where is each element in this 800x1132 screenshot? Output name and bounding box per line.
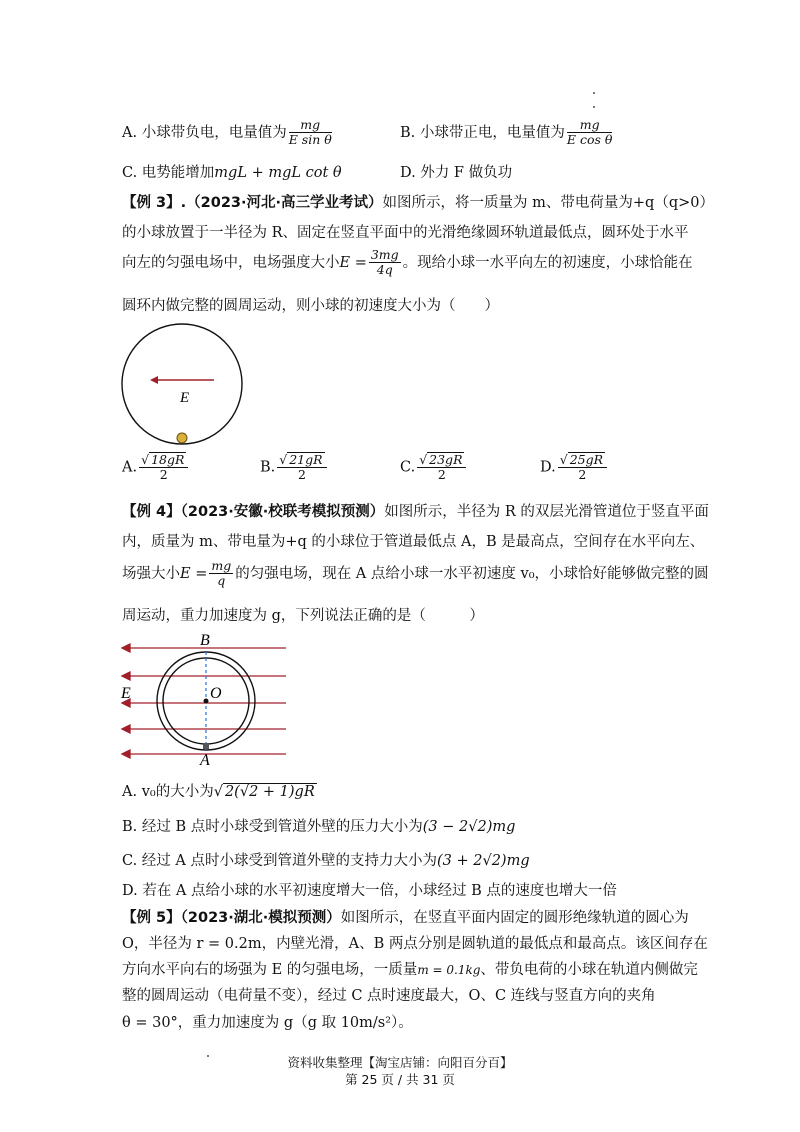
ex5-line4: 整的圆周运动（电荷量不变），经过 C 点时速度最大，O、C 连线与竖直方向的夹角 xyxy=(122,988,656,1004)
prev-option-a: A. 小球带负电，电量值为 $\frac{mg}{\text{E sin θ}}$ xyxy=(122,117,332,148)
ex5-line2: O，半径为 r = 0.2m，内壁光滑，A、B 两点分别是圆轨道的最低点和最高点。该区间存在 xyxy=(122,936,708,952)
footer-page-number: 第 25 页 / 共 31 页 xyxy=(345,1072,455,1087)
prev-option-d: D. 外力 F 做负功 xyxy=(400,165,513,181)
ex3-line1: 【例 3】.（2023·河北·高三学业考试）如图所示，将一质量为 m、带电荷量为+q（q>0） xyxy=(122,195,714,211)
stray-dot xyxy=(593,106,595,108)
ex4-figure xyxy=(118,628,288,768)
ex3-line4: 圆环内做完整的圆周运动，则小球的初速度大小为（ ） xyxy=(122,298,499,314)
ex4-line4: 周运动，重力加速度为 g，下列说法正确的是（ ） xyxy=(122,608,484,624)
stray-dot xyxy=(593,92,595,94)
ball-icon xyxy=(177,433,187,443)
prev-option-c: C. 电势能增加mgL + mgL cot θ xyxy=(122,165,342,181)
ball-icon xyxy=(203,743,209,749)
ex4-option-c: C. 经过 A 点时小球受到管道外壁的支持力大小为(3 + 2√2)mg xyxy=(122,853,530,869)
ex3-line3: 向左的匀强电场中，电场强度大小E = $\frac{3mg}{4q}$ 。现给小球一水平向左的初速度，小球恰能在 xyxy=(122,247,693,278)
field-label: E xyxy=(180,390,190,406)
center-dot-icon xyxy=(204,699,209,704)
ex4-line2: 内，质量为 m、带电量为+q 的小球位于管道最低点 A，B 是最高点，空间存在水平向左、 xyxy=(122,534,705,550)
label-b: B xyxy=(200,632,210,649)
label-e: E xyxy=(121,685,131,702)
ex5-line3: 方向水平向右的场强为 E 的匀强电场，一质量m = 0.1kg、带负电荷的小球在轨道内侧做完 xyxy=(122,962,698,978)
label-a: A xyxy=(200,752,210,768)
ex5-line5: θ = 30°，重力加速度为 g（g 取 10m/s²）。 xyxy=(122,1015,413,1031)
ex5-line1: 【例 5】（2023·湖北·模拟预测）如图所示，在竖直平面内固定的圆形绝缘轨道的圆心为 xyxy=(122,910,689,926)
ex4-line1: 【例 4】（2023·安徽·校联考模拟预测）如图所示，半径为 R 的双层光滑管道位于竖直平面 xyxy=(122,504,709,520)
ex3-option-b: B. $\frac{√ 21gR}{2}$ xyxy=(260,452,329,483)
prev-option-b: B. 小球带正电，电量值为 $\frac{mg}{\text{E cos θ}}$ xyxy=(400,117,613,148)
footer-source: 资料收集整理【淘宝店铺：向阳百分百】 xyxy=(287,1055,513,1070)
ex4-line3: 场强大小E = $\frac{mg}{q}$ 的匀强电场，现在 A 点给小球一水平初速度 v₀，小球恰好能够做完整的圆 xyxy=(122,558,709,589)
ex3-option-d: D. $\frac{√ 25gR}{2}$ xyxy=(540,452,609,483)
ex3-option-a: A. $\frac{√ 18gR}{2}$ xyxy=(122,452,190,483)
ex3-line2: 的小球放置于一半径为 R、固定在竖直平面中的光滑绝缘圆环轨道最低点，圆环处于水平 xyxy=(122,225,689,241)
label-o: O xyxy=(210,685,222,702)
ring-track xyxy=(122,324,242,444)
ex3-option-c: C. $\frac{√ 23gR}{2}$ xyxy=(400,452,468,483)
ex3-figure xyxy=(118,322,248,448)
ex4-option-d: D. 若在 A 点给小球的水平初速度增大一倍，小球经过 B 点的速度也增大一倍 xyxy=(122,883,617,899)
arrow-head-icon xyxy=(150,376,158,384)
ex4-option-a: A. v₀的大小为√ 2(√2 + 1)gR xyxy=(122,784,315,800)
ex4-option-b: B. 经过 B 点时小球受到管道外壁的压力大小为(3 − 2√2)mg xyxy=(122,819,516,835)
